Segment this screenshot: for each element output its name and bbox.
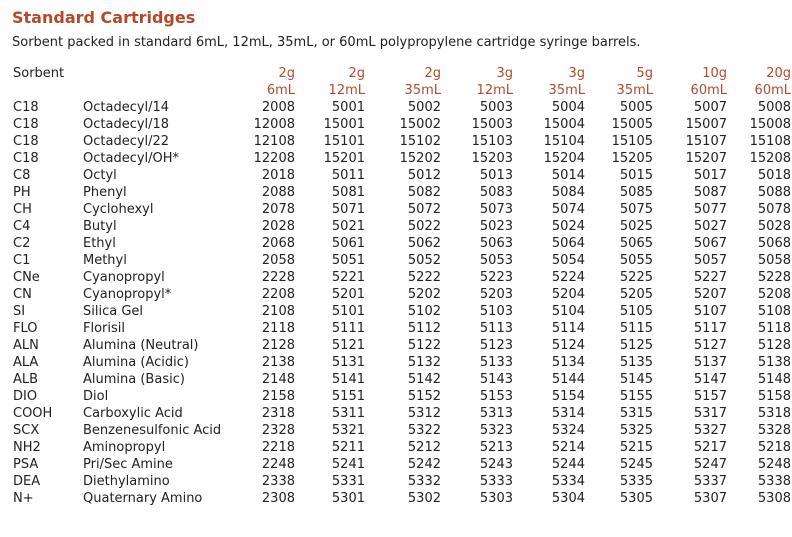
part-number-cell: 2138 <box>261 355 295 370</box>
part-number-cell: 5051 <box>331 253 365 268</box>
sorbent-name: Octyl <box>83 168 117 183</box>
sorbent-name: Diethylamino <box>83 474 170 489</box>
part-number-cell: 5221 <box>331 270 365 285</box>
column-mass: 10g <box>702 66 727 81</box>
column-mass: 3g <box>568 66 585 81</box>
sorbent-code: PH <box>13 185 31 200</box>
part-number-cell: 5078 <box>757 202 791 217</box>
part-number-cell: 5142 <box>407 372 441 387</box>
part-number-cell: 5305 <box>619 491 653 506</box>
sorbent-code: C4 <box>13 219 31 234</box>
sorbent-code: NH2 <box>13 440 41 455</box>
part-number-cell: 2328 <box>261 423 295 438</box>
part-number-cell: 5004 <box>551 100 585 115</box>
sorbent-name: Alumina (Acidic) <box>83 355 189 370</box>
page-subtitle: Sorbent packed in standard 6mL, 12mL, 35mL, or 60mL polypropylene cartridge syringe barrels. <box>12 35 641 50</box>
part-number-cell: 15104 <box>543 134 585 149</box>
part-number-cell: 2018 <box>261 168 295 183</box>
table-row <box>10 303 791 320</box>
table-row <box>10 388 791 405</box>
part-number-cell: 5314 <box>551 406 585 421</box>
part-number-cell: 15103 <box>471 134 513 149</box>
part-number-cell: 5243 <box>479 457 513 472</box>
part-number-cell: 5075 <box>619 202 653 217</box>
part-number-cell: 2058 <box>261 253 295 268</box>
sorbent-code: DIO <box>13 389 38 404</box>
part-number-cell: 5018 <box>757 168 791 183</box>
sorbent-code: ALN <box>13 338 39 353</box>
part-number-cell: 2158 <box>261 389 295 404</box>
part-number-cell: 15102 <box>399 134 441 149</box>
part-number-cell: 5335 <box>619 474 653 489</box>
part-number-cell: 5103 <box>479 304 513 319</box>
part-number-cell: 5087 <box>693 185 727 200</box>
part-number-cell: 5012 <box>407 168 441 183</box>
part-number-cell: 5054 <box>551 253 585 268</box>
part-number-cell: 5064 <box>551 236 585 251</box>
column-volume: 6mL <box>266 83 295 98</box>
part-number-cell: 5208 <box>757 287 791 302</box>
part-number-cell: 5332 <box>407 474 441 489</box>
table-row <box>10 99 791 116</box>
part-number-cell: 5225 <box>619 270 653 285</box>
part-number-cell: 2008 <box>261 100 295 115</box>
part-number-cell: 5007 <box>693 100 727 115</box>
sorbent-name: Phenyl <box>83 185 127 200</box>
part-number-cell: 5242 <box>407 457 441 472</box>
column-volume: 60mL <box>690 83 727 98</box>
part-number-cell: 2068 <box>261 236 295 251</box>
part-number-cell: 5113 <box>479 321 513 336</box>
sorbent-code: C8 <box>13 168 31 183</box>
part-number-cell: 5218 <box>757 440 791 455</box>
table-body <box>10 99 791 507</box>
part-number-cell: 5028 <box>757 219 791 234</box>
column-mass: 2g <box>348 66 365 81</box>
part-number-cell: 5227 <box>693 270 727 285</box>
part-number-cell: 5334 <box>551 474 585 489</box>
part-number-cell: 5001 <box>331 100 365 115</box>
part-number-cell: 15205 <box>611 151 653 166</box>
part-number-cell: 2078 <box>261 202 295 217</box>
part-number-cell: 5112 <box>407 321 441 336</box>
part-number-cell: 15004 <box>543 117 585 132</box>
table-row <box>10 320 791 337</box>
part-number-cell: 2088 <box>261 185 295 200</box>
part-number-cell: 5143 <box>479 372 513 387</box>
part-number-cell: 15008 <box>749 117 791 132</box>
part-number-cell: 5055 <box>619 253 653 268</box>
part-number-cell: 5325 <box>619 423 653 438</box>
part-number-cell: 5317 <box>693 406 727 421</box>
part-number-cell: 5053 <box>479 253 513 268</box>
part-number-cell: 5062 <box>407 236 441 251</box>
sorbent-name: Cyclohexyl <box>83 202 154 217</box>
part-number-cell: 5324 <box>551 423 585 438</box>
part-number-cell: 15001 <box>323 117 365 132</box>
part-number-cell: 5328 <box>757 423 791 438</box>
sorbent-code: SI <box>13 304 26 319</box>
part-number-cell: 5131 <box>331 355 365 370</box>
part-number-cell: 5011 <box>331 168 365 183</box>
part-number-cell: 2128 <box>261 338 295 353</box>
sorbent-code: C18 <box>13 134 39 149</box>
part-number-cell: 15007 <box>685 117 727 132</box>
part-number-cell: 5073 <box>479 202 513 217</box>
part-number-cell: 5301 <box>331 491 365 506</box>
part-number-cell: 5157 <box>693 389 727 404</box>
part-number-cell: 5245 <box>619 457 653 472</box>
part-number-cell: 15108 <box>749 134 791 149</box>
cartridge-table <box>10 66 791 507</box>
part-number-cell: 5331 <box>331 474 365 489</box>
part-number-cell: 15204 <box>543 151 585 166</box>
part-number-cell: 5057 <box>693 253 727 268</box>
part-number-cell: 5147 <box>693 372 727 387</box>
part-number-cell: 5151 <box>331 389 365 404</box>
part-number-cell: 2028 <box>261 219 295 234</box>
part-number-cell: 5153 <box>479 389 513 404</box>
table-row <box>10 473 791 490</box>
sorbent-code: CN <box>13 287 32 302</box>
part-number-cell: 5022 <box>407 219 441 234</box>
part-number-cell: 5302 <box>407 491 441 506</box>
part-number-cell: 5213 <box>479 440 513 455</box>
column-mass: 20g <box>766 66 791 81</box>
header-spacer <box>10 82 227 99</box>
table-row <box>10 252 791 269</box>
sorbent-code: PSA <box>13 457 39 472</box>
table-row <box>10 439 791 456</box>
sorbent-name: Aminopropyl <box>83 440 166 455</box>
sorbent-code: COOH <box>13 406 53 421</box>
sorbent-code: N+ <box>13 491 34 506</box>
part-number-cell: 5244 <box>551 457 585 472</box>
part-number-cell: 5088 <box>757 185 791 200</box>
part-number-cell: 15208 <box>749 151 791 166</box>
column-volume: 35mL <box>404 83 441 98</box>
part-number-cell: 5217 <box>693 440 727 455</box>
part-number-cell: 5013 <box>479 168 513 183</box>
part-number-cell: 15005 <box>611 117 653 132</box>
part-number-cell: 5065 <box>619 236 653 251</box>
part-number-cell: 5322 <box>407 423 441 438</box>
column-volume: 12mL <box>476 83 513 98</box>
part-number-cell: 5321 <box>331 423 365 438</box>
part-number-cell: 5318 <box>757 406 791 421</box>
table-row <box>10 371 791 388</box>
sorbent-name: Cyanopropyl <box>83 270 165 285</box>
part-number-cell: 5072 <box>407 202 441 217</box>
part-number-cell: 5312 <box>407 406 441 421</box>
part-number-cell: 15105 <box>611 134 653 149</box>
part-number-cell: 5323 <box>479 423 513 438</box>
part-number-cell: 5127 <box>693 338 727 353</box>
part-number-cell: 5247 <box>693 457 727 472</box>
part-number-cell: 5202 <box>407 287 441 302</box>
table-row <box>10 218 791 235</box>
sorbent-name: Ethyl <box>83 236 116 251</box>
part-number-cell: 5002 <box>407 100 441 115</box>
sorbent-name: Octadecyl/14 <box>83 100 170 115</box>
part-number-cell: 5223 <box>479 270 513 285</box>
part-number-cell: 5061 <box>331 236 365 251</box>
table-row <box>10 269 791 286</box>
table-row <box>10 201 791 218</box>
part-number-cell: 5308 <box>757 491 791 506</box>
sorbent-name: Alumina (Neutral) <box>83 338 199 353</box>
part-number-cell: 5023 <box>479 219 513 234</box>
sorbent-code: C18 <box>13 151 39 166</box>
part-number-cell: 5135 <box>619 355 653 370</box>
part-number-cell: 5144 <box>551 372 585 387</box>
column-volume: 35mL <box>616 83 653 98</box>
part-number-cell: 15201 <box>323 151 365 166</box>
table-row <box>10 116 791 133</box>
part-number-cell: 5155 <box>619 389 653 404</box>
part-number-cell: 5228 <box>757 270 791 285</box>
page-title: Standard Cartridges <box>12 8 196 27</box>
part-number-cell: 5124 <box>551 338 585 353</box>
part-number-cell: 5052 <box>407 253 441 268</box>
part-number-cell: 5074 <box>551 202 585 217</box>
part-number-cell: 5215 <box>619 440 653 455</box>
part-number-cell: 15107 <box>685 134 727 149</box>
table-row <box>10 422 791 439</box>
part-number-cell: 5107 <box>693 304 727 319</box>
part-number-cell: 5003 <box>479 100 513 115</box>
part-number-cell: 5015 <box>619 168 653 183</box>
part-number-cell: 5077 <box>693 202 727 217</box>
part-number-cell: 5241 <box>331 457 365 472</box>
part-number-cell: 5132 <box>407 355 441 370</box>
part-number-cell: 5333 <box>479 474 513 489</box>
sorbent-code: C18 <box>13 117 39 132</box>
part-number-cell: 5081 <box>331 185 365 200</box>
sorbent-code: C18 <box>13 100 39 115</box>
part-number-cell: 5058 <box>757 253 791 268</box>
part-number-cell: 5148 <box>757 372 791 387</box>
part-number-cell: 15202 <box>399 151 441 166</box>
part-number-cell: 5137 <box>693 355 727 370</box>
part-number-cell: 2148 <box>261 372 295 387</box>
column-mass: 5g <box>636 66 653 81</box>
part-number-cell: 5311 <box>331 406 365 421</box>
sorbent-name: Cyanopropyl* <box>83 287 172 302</box>
part-number-cell: 5108 <box>757 304 791 319</box>
sorbent-code: DEA <box>13 474 41 489</box>
table-row <box>10 490 791 507</box>
sorbent-name: Benzenesulfonic Acid <box>83 423 222 438</box>
sorbent-code: C1 <box>13 253 31 268</box>
part-number-cell: 5138 <box>757 355 791 370</box>
part-number-cell: 5145 <box>619 372 653 387</box>
table-row <box>10 184 791 201</box>
part-number-cell: 5212 <box>407 440 441 455</box>
table-row <box>10 354 791 371</box>
part-number-cell: 5203 <box>479 287 513 302</box>
part-number-cell: 5083 <box>479 185 513 200</box>
part-number-cell: 5152 <box>407 389 441 404</box>
part-number-cell: 5117 <box>693 321 727 336</box>
part-number-cell: 5025 <box>619 219 653 234</box>
sorbent-code: ALB <box>13 372 39 387</box>
sorbent-name: Butyl <box>83 219 117 234</box>
part-number-cell: 2248 <box>261 457 295 472</box>
part-number-cell: 5211 <box>331 440 365 455</box>
part-number-cell: 5205 <box>619 287 653 302</box>
part-number-cell: 5082 <box>407 185 441 200</box>
part-number-cell: 15207 <box>685 151 727 166</box>
part-number-cell: 5201 <box>331 287 365 302</box>
part-number-cell: 5111 <box>331 321 365 336</box>
part-number-cell: 5304 <box>551 491 585 506</box>
part-number-cell: 12208 <box>253 151 295 166</box>
table-header <box>10 66 791 99</box>
sorbent-name: Octadecyl/22 <box>83 134 170 149</box>
part-number-cell: 15002 <box>399 117 441 132</box>
part-number-cell: 5085 <box>619 185 653 200</box>
part-number-cell: 2118 <box>261 321 295 336</box>
part-number-cell: 5122 <box>407 338 441 353</box>
part-number-cell: 5104 <box>551 304 585 319</box>
sorbent-code: SCX <box>13 423 40 438</box>
column-volume: 35mL <box>548 83 585 98</box>
part-number-cell: 5017 <box>693 168 727 183</box>
part-number-cell: 2108 <box>261 304 295 319</box>
table-row <box>10 286 791 303</box>
part-number-cell: 5315 <box>619 406 653 421</box>
table-row <box>10 133 791 150</box>
part-number-cell: 5121 <box>331 338 365 353</box>
sorbent-name: Alumina (Basic) <box>83 372 185 387</box>
column-volume: 60mL <box>754 83 791 98</box>
part-number-cell: 5307 <box>693 491 727 506</box>
part-number-cell: 5024 <box>551 219 585 234</box>
table-row <box>10 456 791 473</box>
part-number-cell: 2228 <box>261 270 295 285</box>
table-row <box>10 337 791 354</box>
column-mass: 2g <box>424 66 441 81</box>
part-number-cell: 5067 <box>693 236 727 251</box>
sorbent-header: Sorbent <box>13 66 65 81</box>
column-volume: 12mL <box>328 83 365 98</box>
part-number-cell: 5071 <box>331 202 365 217</box>
part-number-cell: 12008 <box>253 117 295 132</box>
part-number-cell: 5102 <box>407 304 441 319</box>
sorbent-code: CH <box>13 202 32 217</box>
sorbent-name: Quaternary Amino <box>83 491 203 506</box>
table-row <box>10 167 791 184</box>
sorbent-code: FLO <box>13 321 38 336</box>
sorbent-name: Pri/Sec Amine <box>83 457 173 472</box>
sorbent-name: Octadecyl/OH* <box>83 151 180 166</box>
part-number-cell: 5313 <box>479 406 513 421</box>
part-number-cell: 5105 <box>619 304 653 319</box>
part-number-cell: 15101 <box>323 134 365 149</box>
part-number-cell: 5158 <box>757 389 791 404</box>
part-number-cell: 5154 <box>551 389 585 404</box>
part-number-cell: 12108 <box>253 134 295 149</box>
part-number-cell: 5114 <box>551 321 585 336</box>
part-number-cell: 2318 <box>261 406 295 421</box>
part-number-cell: 5222 <box>407 270 441 285</box>
table-row <box>10 235 791 252</box>
part-number-cell: 5327 <box>693 423 727 438</box>
part-number-cell: 2308 <box>261 491 295 506</box>
part-number-cell: 5008 <box>757 100 791 115</box>
sorbent-name: Diol <box>83 389 109 404</box>
part-number-cell: 2338 <box>261 474 295 489</box>
part-number-cell: 5133 <box>479 355 513 370</box>
part-number-cell: 5204 <box>551 287 585 302</box>
part-number-cell: 5027 <box>693 219 727 234</box>
part-number-cell: 5021 <box>331 219 365 234</box>
sorbent-name: Methyl <box>83 253 127 268</box>
column-mass: 3g <box>496 66 513 81</box>
table-row <box>10 405 791 422</box>
part-number-cell: 5141 <box>331 372 365 387</box>
sorbent-name: Octadecyl/18 <box>83 117 170 132</box>
sorbent-name: Silica Gel <box>83 304 144 319</box>
part-number-cell: 5068 <box>757 236 791 251</box>
part-number-cell: 5125 <box>619 338 653 353</box>
part-number-cell: 5337 <box>693 474 727 489</box>
sorbent-code: ALA <box>13 355 39 370</box>
part-number-cell: 5248 <box>757 457 791 472</box>
part-number-cell: 2218 <box>261 440 295 455</box>
part-number-cell: 15003 <box>471 117 513 132</box>
part-number-cell: 2208 <box>261 287 295 302</box>
part-number-cell: 5207 <box>693 287 727 302</box>
part-number-cell: 5005 <box>619 100 653 115</box>
table-row <box>10 150 791 167</box>
part-number-cell: 5014 <box>551 168 585 183</box>
part-number-cell: 5303 <box>479 491 513 506</box>
part-number-cell: 5128 <box>757 338 791 353</box>
sorbent-code: CNe <box>13 270 40 285</box>
sorbent-name: Florisil <box>83 321 125 336</box>
part-number-cell: 5123 <box>479 338 513 353</box>
sorbent-name: Carboxylic Acid <box>83 406 183 421</box>
part-number-cell: 15203 <box>471 151 513 166</box>
part-number-cell: 5338 <box>757 474 791 489</box>
part-number-cell: 5115 <box>619 321 653 336</box>
part-number-cell: 5084 <box>551 185 585 200</box>
part-number-cell: 5214 <box>551 440 585 455</box>
part-number-cell: 5224 <box>551 270 585 285</box>
sorbent-code: C2 <box>13 236 31 251</box>
part-number-cell: 5118 <box>757 321 791 336</box>
column-mass: 2g <box>278 66 295 81</box>
part-number-cell: 5101 <box>331 304 365 319</box>
part-number-cell: 5134 <box>551 355 585 370</box>
part-number-cell: 5063 <box>479 236 513 251</box>
